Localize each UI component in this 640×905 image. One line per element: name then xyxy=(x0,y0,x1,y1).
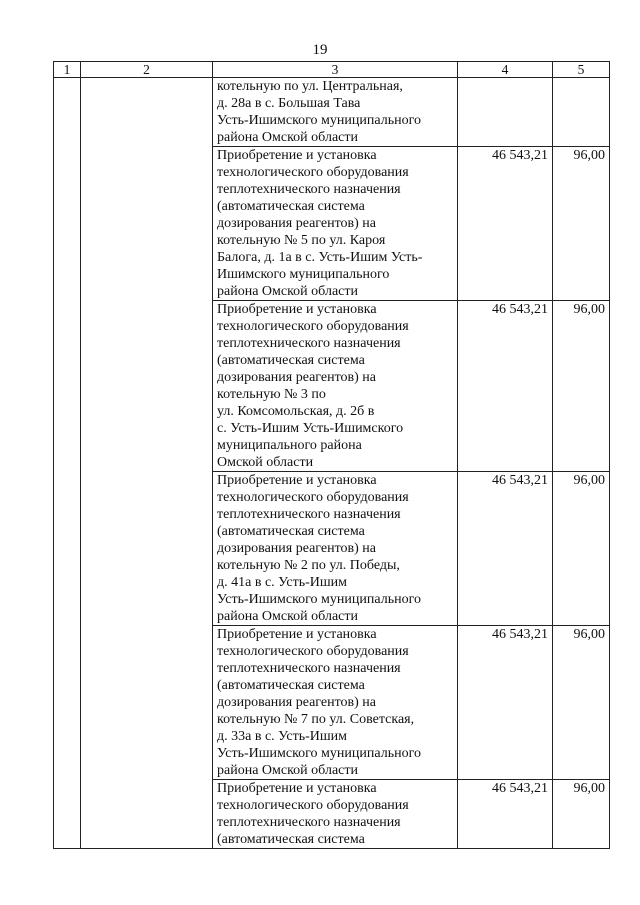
description-line: Омской области xyxy=(217,455,314,470)
description-line: района Омской области xyxy=(217,130,358,145)
description-line: (автоматическая система xyxy=(217,524,365,539)
description-line: (автоматическая система xyxy=(217,353,365,368)
description-line: ул. Комсомольская, д. 2б в xyxy=(217,404,375,419)
page-number: 19 xyxy=(312,42,328,58)
description-line: Приобретение и установка xyxy=(217,148,377,163)
description-line: технологического оборудования xyxy=(217,798,409,813)
description-line: д. 33а в с. Усть-Ишим xyxy=(217,729,348,744)
cell-amount: 46 543,21 xyxy=(458,626,553,780)
description-line: технологического оборудования xyxy=(217,490,409,505)
description-line: теплотехнического назначения xyxy=(217,661,401,676)
cell-description xyxy=(213,147,458,301)
cell-amount xyxy=(458,78,553,147)
description-line: котельную № 3 по xyxy=(217,387,326,402)
description-line: района Омской области xyxy=(217,763,358,778)
cell-recipient xyxy=(81,78,213,849)
cell-percent: 96,00 xyxy=(553,472,610,626)
cell-description xyxy=(213,301,458,472)
description-line: (автоматическая система xyxy=(217,199,365,214)
description-line: теплотехнического назначения xyxy=(217,815,401,830)
column-number-5: 5 xyxy=(553,62,610,78)
description-line: технологического оборудования xyxy=(217,644,409,659)
description-line: теплотехнического назначения xyxy=(217,507,401,522)
column-number-4: 4 xyxy=(458,62,553,78)
description-line: района Омской области xyxy=(217,284,358,299)
cell-index xyxy=(54,78,81,849)
column-number-3: 3 xyxy=(213,62,458,78)
description-line: дозирования реагентов) на xyxy=(217,370,376,385)
description-line: (автоматическая система xyxy=(217,678,365,693)
cell-percent: 96,00 xyxy=(553,626,610,780)
description-line: теплотехнического назначения xyxy=(217,182,401,197)
description-line: Приобретение и установка xyxy=(217,627,377,642)
cell-description xyxy=(213,472,458,626)
description-line: Усть-Ишимского муниципального xyxy=(217,592,421,607)
description-line: Усть-Ишимского муниципального xyxy=(217,113,421,128)
table-row-cont xyxy=(54,78,610,147)
column-number-row xyxy=(54,62,610,78)
cell-amount: 46 543,21 xyxy=(458,301,553,472)
column-number-1: 1 xyxy=(54,62,81,78)
column-number-2: 2 xyxy=(81,62,213,78)
description-line: (автоматическая система xyxy=(217,832,365,847)
description-line: котельную № 2 по ул. Победы, xyxy=(217,558,400,573)
description-line: Приобретение и установка xyxy=(217,302,377,317)
description-line: Усть-Ишимского муниципального xyxy=(217,746,421,761)
description-line: д. 28а в с. Большая Тава xyxy=(217,96,361,111)
description-line: муниципального района xyxy=(217,438,362,453)
description-line: дозирования реагентов) на xyxy=(217,695,376,710)
description-line: дозирования реагентов) на xyxy=(217,541,376,556)
description-line: д. 41а в с. Усть-Ишим xyxy=(217,575,348,590)
cell-amount: 46 543,21 xyxy=(458,780,553,849)
cell-percent: 96,00 xyxy=(553,301,610,472)
description-line: технологического оборудования xyxy=(217,319,409,334)
description-line: технологического оборудования xyxy=(217,165,409,180)
description-line: района Омской области xyxy=(217,609,358,624)
description-line: Ишимского муниципального xyxy=(217,267,390,282)
description-line: Приобретение и установка xyxy=(217,473,377,488)
cell-amount: 46 543,21 xyxy=(458,147,553,301)
description-line: дозирования реагентов) на xyxy=(217,216,376,231)
description-line: Приобретение и установка xyxy=(217,781,377,796)
cell-description xyxy=(213,78,458,147)
cell-amount: 46 543,21 xyxy=(458,472,553,626)
cell-description xyxy=(213,626,458,780)
description-line: с. Усть-Ишим Усть-Ишимского xyxy=(217,421,404,436)
document-table xyxy=(53,61,610,849)
cell-percent: 96,00 xyxy=(553,780,610,849)
cell-percent xyxy=(553,78,610,147)
cell-description xyxy=(213,780,458,849)
cell-percent: 96,00 xyxy=(553,147,610,301)
description-line: котельную № 5 по ул. Кароя xyxy=(217,233,386,248)
description-line: теплотехнического назначения xyxy=(217,336,401,351)
description-line: котельную № 7 по ул. Советская, xyxy=(217,712,415,727)
description-line: Балога, д. 1а в с. Усть-Ишим Усть- xyxy=(217,250,423,265)
description-line: котельную по ул. Центральная, xyxy=(217,79,403,94)
